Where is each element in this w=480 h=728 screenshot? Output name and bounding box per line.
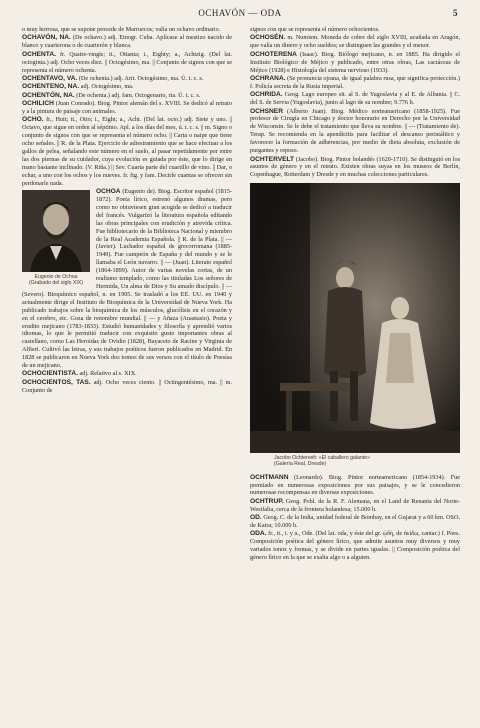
headword: OCHOCIENTISTA.: [22, 370, 78, 378]
portrait-figure: [22, 190, 90, 286]
painting-reproduction: [250, 183, 460, 453]
right-column: [250, 26, 460, 716]
dictionary-entry: OCHRANA. (Se pronuncia ojrana, de igual palabra rusa, que significa protección.) f. Policía secreta de la Rusia imperial.: [250, 74, 460, 90]
dictionary-entry: OCHSNER (Alberto Juan). Biog. Médico norteamericano (1858-1925). Fue profesor de Cirugía en Chicago y doctor honorario en Derecho por la Universidad de Wisconsin. Se le debe el tratamiento que lleva su nombre. || — (Tratamiento de). Terap. Se recomienda en la apendicitis para facilitar el descanso peristáltico y favorecer la formación de adherencias, por medio de dieta absoluta, exclusión de purgantes y reposo.: [250, 107, 460, 155]
portrait-image: [22, 190, 90, 272]
dictionary-entry: OCHTERVELT (Jacobo). Biog. Pintor holandés (1620-1710). Se distinguió en los asuntos de género y en el retrato. Existen obras suyas en los museos de Berlín, Copenhague, Rotterdam y Dresde y en muchas colecciones particulares.: [250, 155, 460, 179]
header-title: OCHAVÓN — ODA: [198, 8, 282, 18]
headword: OCHOSÉN.: [250, 34, 286, 42]
dictionary-entry: OCHOCIENTISTA. adj. Relativo al s. XIX.: [22, 370, 137, 378]
headword: OCHO.: [22, 116, 44, 124]
headword: OCHRANA.: [250, 74, 286, 82]
dictionary-entry: signos con que se representa el número ochocientos.: [250, 26, 380, 33]
dictionary-entry: OCHOA (Eugenio de). Biog. Escritor español (1815-1872). Poeta lírico, estrenó algunos dramas, pero como no obtuviesen gran acogida se dedicó a traducir del francés. Vulgarizó la literatura española editando las obras principales con erudición y atrevida crítica. Fue bibliotecario de la Biblioteca Nacional y miembro de la Real Academia Española. || R. de la Plata. || — (Javier). Luchador español de grecorromana (1885-1949). Fue campeón de España y del mundo y se le llamaba el León navarro. || — (Juan). Literato español (1864-1899). Autor de varias novelas cortas, de un realismo templado, como las tituladas Los señores de Hermida, Un alma de Dios y Su amado discípulo. || — (Severo). Bioquímico español, n. en 1905. Se trasladó a los EE. UU. en 1940 y actualmente dirige el Instituto de Bioquímica de la Universidad de Nueva York. Ha publicado trabajos sobre la bioquímica de los músculos, glucólisis en el corazón y en el cerebro, etc. Goza de renombre mundial. || — y Añaza (Anastasio). Poeta y erudito mejicano (1783-1833). Estudió humanidades y filosofía y aprendió varios idiomas, lo que le permitió traducir con exquisito gusto importantes obras al castellano, como Las Heroidas de Ovidio (1828), Bayaceto de Racine y Virginia de Alfieri. Cultivó las letras, y sus trabajos poéticos fueron publicados en Madrid. En 1828 se publicaron en Nueva York dos tomos de sus versos con el título de Poesías de un mejicano.: [22, 188, 232, 370]
dictionary-entry: OCHENTÓN, NA. (De ochenta.) adj. fam. Octogenario, ria. Ú. t. c. s.: [22, 91, 201, 99]
dictionary-entry: OCHTMANN (Leonardo). Biog. Pintor norteamericano (1854-1934). Fue premiado en numerosas exposiciones por sus paisajes, y se le concedieron numerosas recompensas en diversas exposiciones.: [250, 473, 460, 497]
dictionary-entry: OCHILICH (Juan Conrado). Biog. Pintor alemán del s. XVIII. Se dedicó al retrato y a la pintura de paisaje con animales.: [22, 100, 232, 116]
dictionary-entry: OCHENTAVO, VA. (De ochenta.) adj. Arit. Octogésimo, ma. Ú. t. c. s.: [22, 74, 204, 82]
dictionary-entry: OD. Geog. C. de la India, unidad federal de Bombay, en el Gujarat y a 60 km. OSO. de Kaira; 10.000 h.: [250, 514, 460, 530]
page-header: [22, 8, 458, 24]
dictionary-entry: OCHOTERENA (Isaac). Biog. Biólogo mejicano, n. en 1885. Ha dirigido el Instituto Biológico de Méjico y publicado, entre otras obras, Las cactáceas de Méjico (1928) e Histología del sistema nervioso (1933).: [250, 50, 460, 74]
dictionary-entry: OCHENTENO, NA. adj. Octogésimo, ma.: [22, 83, 134, 91]
dictionary-entry: OCHRIDA. Geog. Lago europeo sit. al S. de Yugoslavia y al E. de Albania. || C. del S. de Servia (Yugoslavia), junto al lago de su nombre; 9.776 h.: [250, 91, 460, 107]
painting-figure: [250, 183, 460, 467]
headword: OCHOTERENA: [250, 50, 297, 58]
dictionary-entry: OCHENTA. fr. Quatre-vingts; it., Ottanta; i., Eighty; a., Achtzig. (Del lat. octoginta.) adj. Ocho veces diez. || Octogésimo, ma. || Conjunto de signos con que se representa el número ochenta.: [22, 50, 232, 74]
headword: OCHAVÓN, NA.: [22, 34, 71, 42]
headword: OCHRIDA.: [250, 91, 283, 99]
headword: OCHOCIENTOS, TAS.: [22, 378, 91, 386]
headword: OD.: [250, 514, 262, 522]
dictionary-entry: OCHTRUP. Geog. Pobl. de la R. F. Alemana, en el Land de Renania del Norte-Westfalia, cerca de la frontera holandesa; 15.000 h.: [250, 497, 460, 513]
headword: OCHILICH: [22, 100, 54, 108]
dictionary-entry: o muy horrosa, que se supone procede de Marruecos; valía un ochavo ordinario.: [22, 26, 221, 33]
left-column: [22, 26, 232, 716]
headword: OCHENTENO, NA.: [22, 83, 80, 91]
headword: OCHOA: [96, 188, 121, 196]
painting-image: [250, 183, 460, 453]
portrait-engraving: [22, 190, 90, 272]
painting-caption: Jacobo Ochtervelt: «El caballero galante» (Galería Real, Dresde): [274, 455, 371, 468]
portrait-caption: Eugenio de Ochoa (Grabado del siglo XIX): [29, 274, 83, 287]
headword: OCHENTÓN, NA.: [22, 91, 75, 99]
headword: OCHSNER: [250, 107, 283, 115]
dictionary-entry: OCHOCIENTOS, TAS. adj. Ocho veces ciento. || Octingentésimo, ma. || m. Conjunto de: [22, 378, 232, 394]
headword: OCHTERVELT: [250, 155, 295, 163]
dictionary-entry: OCHAVÓN, NA. (De ochavo.) adj. Etnogr. Cuba. Aplícase al mestizo nacido de blanco y cuarterona o de cuarterón y blanca.: [22, 34, 232, 50]
headword: OCHTRUP.: [250, 497, 284, 505]
headword: OCHENTA.: [22, 50, 56, 58]
dictionary-entry: OCHOSÉN. m. Numism. Moneda de cobre del siglo XVIII, acuñada en Aragón, que valía un dinero y ocho sueldos; se distinguen las grandes y el menor.: [250, 34, 460, 50]
headword: OCHTMANN: [250, 473, 289, 481]
dictionary-entry: OCHO. fr., Huit; it., Otto; i., Eight; a., Acht. (Del lat. octo.) adj. Siete y uno. || Octavo, que sigue en orden al séptimo. Apl. a los días del mes, ú. t. c. s. || m. Signo o conjunto de signos con que se representa el número ocho. || Carta o naipe que tiene ocho señales. || R. de la Plata. Ejercicio de adiestramiento que se hace efectuar a los gallos de pelea, señalando este número en el suelo, al pasar repetidamente por entre las dos piernas de su cuidador, cuya evolución es guiada por éste, que lo dirige en mano bastante inclinado. (V. Riña.) || Sev. Cuarta parte del cuartillo de vino. || Dar, o echar, a uno con los ochos y los nueves. fr. fig. y fam. Decirle cuantas se ofrecen sin perdonarle nada.: [22, 116, 232, 187]
dictionary-entry: ODA. fr., it., i. y a., Ode. (Del lat. oda, y éste del gr. ᾠδή, de ἀείδω, cantar.) f. Poes. Composición poética del género lírico, que admite asuntos muy diversos y muy variados tonos y formas, y se divide en partes iguales. || Composición poética del género lírico en la que se exalta algo o a alguien.: [250, 530, 460, 562]
headword: ODA.: [250, 530, 267, 538]
headword: OCHENTAVO, VA.: [22, 74, 78, 82]
page-number: 5: [453, 8, 458, 18]
